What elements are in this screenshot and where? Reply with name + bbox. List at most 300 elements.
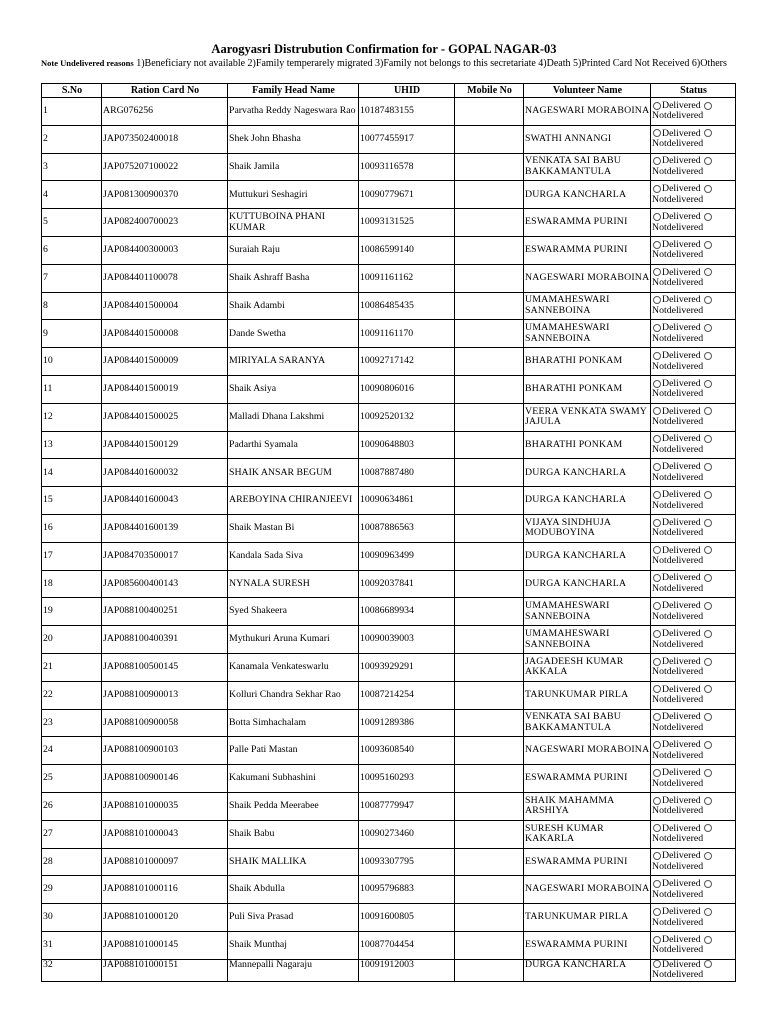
cell-volunteer: DURGA KANCHARLA [524, 487, 651, 515]
cell-ration-card: JAP088100900013 [102, 681, 228, 709]
table-row [42, 320, 736, 348]
delivered-radio[interactable] [653, 463, 661, 471]
not-delivered-label: Notdelivered [652, 721, 704, 733]
cell-uhid: 10091289386 [359, 709, 455, 737]
cell-status [651, 737, 736, 765]
cell-family-head: Botta Simhachalam [228, 709, 359, 737]
delivered-label: Delivered [662, 850, 701, 862]
cell-sno: 5 [42, 209, 102, 237]
table-row [42, 153, 736, 181]
cell-mobile [455, 98, 524, 126]
cell-sno: 11 [42, 375, 102, 403]
distribution-table [41, 83, 736, 982]
cell-volunteer: TARUNKUMAR PIRLA [524, 681, 651, 709]
delivered-radio[interactable] [653, 157, 661, 165]
cell-mobile [455, 153, 524, 181]
cell-uhid: 10093116578 [359, 153, 455, 181]
delivered-label: Delivered [662, 238, 701, 250]
not-delivered-radio[interactable] [704, 268, 712, 276]
cell-family-head: Mannepalli Nagaraju [228, 959, 359, 981]
not-delivered-radio[interactable] [704, 407, 712, 415]
table-row [42, 570, 736, 598]
delivered-label: Delivered [662, 377, 701, 389]
delivered-radio[interactable] [653, 102, 661, 110]
header-volunteer: Volunteer Name [524, 84, 651, 98]
cell-status [651, 542, 736, 570]
cell-family-head: Shaik Pedda Meerabee [228, 792, 359, 820]
delivered-radio[interactable] [653, 407, 661, 415]
table-row [42, 125, 736, 153]
delivered-label: Delivered [662, 433, 701, 445]
cell-family-head: Shaik Asiya [228, 375, 359, 403]
cell-ration-card: JAP088101000097 [102, 848, 228, 876]
cell-volunteer: BHARATHI PONKAM [524, 431, 651, 459]
delivered-radio[interactable] [653, 435, 661, 443]
cell-uhid: 10093929291 [359, 653, 455, 681]
cell-ration-card: JAP073502400018 [102, 125, 228, 153]
not-delivered-radio[interactable] [704, 936, 712, 944]
cell-uhid: 10093131525 [359, 209, 455, 237]
delivered-radio[interactable] [653, 852, 661, 860]
cell-sno: 2 [42, 125, 102, 153]
delivered-radio[interactable] [653, 602, 661, 610]
delivered-radio[interactable] [653, 268, 661, 276]
not-delivered-label: Notdelivered [652, 110, 704, 122]
delivered-label: Delivered [662, 294, 701, 306]
table-row [42, 931, 736, 959]
cell-volunteer: VENKATA SAI BABU BAKKAMANTULA [524, 709, 651, 737]
cell-sno: 3 [42, 153, 102, 181]
cell-uhid: 10091161162 [359, 264, 455, 292]
cell-family-head: Palle Pati Mastan [228, 737, 359, 765]
cell-uhid: 10087886563 [359, 514, 455, 542]
cell-mobile [455, 904, 524, 932]
delivered-label: Delivered [662, 794, 701, 806]
cell-ration-card: JAP084400300003 [102, 236, 228, 264]
cell-volunteer: ESWARAMMA PURINI [524, 931, 651, 959]
not-delivered-radio[interactable] [704, 157, 712, 165]
cell-uhid: 10090648803 [359, 431, 455, 459]
table-row [42, 681, 736, 709]
not-delivered-radio[interactable] [704, 491, 712, 499]
cell-mobile [455, 348, 524, 376]
cell-volunteer: VENKATA SAI BABU BAKKAMANTULA [524, 153, 651, 181]
cell-status [651, 320, 736, 348]
not-delivered-radio[interactable] [704, 630, 712, 638]
not-delivered-label: Notdelivered [652, 332, 704, 344]
delivered-label: Delivered [662, 127, 701, 139]
not-delivered-label: Notdelivered [652, 138, 704, 150]
cell-mobile [455, 320, 524, 348]
not-delivered-radio[interactable] [704, 769, 712, 777]
not-delivered-radio[interactable] [704, 741, 712, 749]
cell-volunteer: NAGESWARI MORABOINA [524, 264, 651, 292]
cell-family-head: Kanamala Venkateswarlu [228, 653, 359, 681]
delivered-radio[interactable] [653, 630, 661, 638]
cell-uhid: 10090634861 [359, 487, 455, 515]
delivered-radio[interactable] [653, 936, 661, 944]
cell-family-head: Dande Swetha [228, 320, 359, 348]
cell-family-head: Shaik Munthaj [228, 931, 359, 959]
cell-ration-card: JAP084401500019 [102, 375, 228, 403]
cell-family-head: KUTTUBOINA PHANI KUMAR [228, 209, 359, 237]
cell-volunteer: DURGA KANCHARLA [524, 542, 651, 570]
cell-family-head: Shaik Adambi [228, 292, 359, 320]
cell-mobile [455, 709, 524, 737]
delivered-label: Delivered [662, 628, 701, 640]
cell-uhid: 10095160293 [359, 765, 455, 793]
not-delivered-radio[interactable] [704, 908, 712, 916]
cell-family-head: NYNALA SURESH [228, 570, 359, 598]
table-header-row [42, 84, 736, 98]
table-row [42, 459, 736, 487]
table-row [42, 904, 736, 932]
cell-family-head: Muttukuri Seshagiri [228, 181, 359, 209]
not-delivered-label: Notdelivered [652, 249, 704, 261]
cell-family-head: SHAIK ANSAR BEGUM [228, 459, 359, 487]
cell-ration-card: JAP084401500008 [102, 320, 228, 348]
cell-sno: 15 [42, 487, 102, 515]
cell-mobile [455, 820, 524, 848]
not-delivered-radio[interactable] [704, 519, 712, 527]
delivered-radio[interactable] [653, 491, 661, 499]
cell-family-head: Parvatha Reddy Nageswara Rao [228, 98, 359, 126]
delivered-radio[interactable] [653, 960, 661, 968]
not-delivered-label: Notdelivered [652, 916, 704, 928]
not-delivered-label: Notdelivered [652, 388, 704, 400]
cell-uhid: 10092037841 [359, 570, 455, 598]
cell-family-head: Shaik Ashraff Basha [228, 264, 359, 292]
table-row [42, 348, 736, 376]
not-delivered-label: Notdelivered [652, 969, 704, 981]
delivered-radio[interactable] [653, 574, 661, 582]
cell-ration-card: JAP088100400251 [102, 598, 228, 626]
cell-family-head: Suraiah Raju [228, 236, 359, 264]
cell-status [651, 931, 736, 959]
table-row [42, 765, 736, 793]
cell-volunteer: SURESH KUMAR KAKARLA [524, 820, 651, 848]
cell-mobile [455, 459, 524, 487]
table-row [42, 709, 736, 737]
not-delivered-radio[interactable] [704, 658, 712, 666]
delivered-label: Delivered [662, 683, 701, 695]
cell-ration-card: JAP085600400143 [102, 570, 228, 598]
cell-status [651, 209, 736, 237]
delivered-radio[interactable] [653, 797, 661, 805]
cell-sno: 19 [42, 598, 102, 626]
cell-status [651, 487, 736, 515]
not-delivered-label: Notdelivered [652, 527, 704, 539]
not-delivered-label: Notdelivered [652, 749, 704, 761]
cell-status [651, 848, 736, 876]
cell-sno: 21 [42, 653, 102, 681]
cell-sno: 17 [42, 542, 102, 570]
cell-status [651, 681, 736, 709]
delivered-radio[interactable] [653, 908, 661, 916]
cell-sno: 7 [42, 264, 102, 292]
cell-volunteer: NAGESWARI MORABOINA [524, 98, 651, 126]
cell-mobile [455, 598, 524, 626]
not-delivered-label: Notdelivered [652, 638, 704, 650]
not-delivered-label: Notdelivered [652, 471, 704, 483]
cell-family-head: Puli Siva Prasad [228, 904, 359, 932]
not-delivered-radio[interactable] [704, 463, 712, 471]
not-delivered-radio[interactable] [704, 546, 712, 554]
cell-volunteer: NAGESWARI MORABOINA [524, 737, 651, 765]
cell-ration-card: JAP088101000145 [102, 931, 228, 959]
not-delivered-radio[interactable] [704, 685, 712, 693]
cell-mobile [455, 959, 524, 981]
table-row [42, 542, 736, 570]
cell-sno: 18 [42, 570, 102, 598]
table-row [42, 514, 736, 542]
cell-mobile [455, 931, 524, 959]
delivered-label: Delivered [662, 155, 701, 167]
not-delivered-radio[interactable] [704, 296, 712, 304]
delivered-radio[interactable] [653, 185, 661, 193]
not-delivered-radio[interactable] [704, 213, 712, 221]
delivered-label: Delivered [662, 516, 701, 528]
cell-sno: 24 [42, 737, 102, 765]
not-delivered-label: Notdelivered [652, 416, 704, 428]
cell-sno: 6 [42, 236, 102, 264]
delivered-radio[interactable] [653, 741, 661, 749]
cell-uhid: 10087704454 [359, 931, 455, 959]
header-family-head: Family Head Name [228, 84, 359, 98]
not-delivered-radio[interactable] [704, 713, 712, 721]
cell-ration-card: JAP082400700023 [102, 209, 228, 237]
cell-uhid: 10090963499 [359, 542, 455, 570]
cell-family-head: MIRIYALA SARANYA [228, 348, 359, 376]
delivered-label: Delivered [662, 211, 701, 223]
cell-status [651, 709, 736, 737]
delivered-label: Delivered [662, 822, 701, 834]
not-delivered-label: Notdelivered [652, 277, 704, 289]
delivered-radio[interactable] [653, 713, 661, 721]
cell-sno: 13 [42, 431, 102, 459]
cell-mobile [455, 848, 524, 876]
cell-family-head: Malladi Dhana Lakshmi [228, 403, 359, 431]
not-delivered-label: Notdelivered [652, 805, 704, 817]
cell-status [651, 959, 736, 981]
delivered-radio[interactable] [653, 546, 661, 554]
table-row [42, 653, 736, 681]
cell-mobile [455, 487, 524, 515]
cell-status [651, 626, 736, 654]
cell-uhid: 10091912003 [359, 959, 455, 981]
cell-volunteer: ESWARAMMA PURINI [524, 209, 651, 237]
cell-ration-card: JAP084401600032 [102, 459, 228, 487]
delivered-label: Delivered [662, 183, 701, 195]
delivered-label: Delivered [662, 878, 701, 890]
cell-ration-card: JAP084401500025 [102, 403, 228, 431]
note-text: 1)Beneficiary not available 2)Family temperarely migrated 3)Family not belongs to this secretariate 4)Death 5)Printed Card Not Received 6)Others [133, 58, 727, 69]
cell-mobile [455, 236, 524, 264]
cell-sno: 27 [42, 820, 102, 848]
cell-sno: 32 [42, 959, 102, 981]
cell-uhid: 10086485435 [359, 292, 455, 320]
table-row [42, 820, 736, 848]
cell-mobile [455, 681, 524, 709]
not-delivered-label: Notdelivered [652, 777, 704, 789]
cell-sno: 14 [42, 459, 102, 487]
delivered-label: Delivered [662, 544, 701, 556]
cell-mobile [455, 626, 524, 654]
cell-family-head: SHAIK MALLIKA [228, 848, 359, 876]
delivered-label: Delivered [662, 600, 701, 612]
cell-family-head: AREBOYINA CHIRANJEEVI [228, 487, 359, 515]
delivered-radio[interactable] [653, 324, 661, 332]
not-delivered-label: Notdelivered [652, 610, 704, 622]
cell-uhid: 10093307795 [359, 848, 455, 876]
not-delivered-radio[interactable] [704, 129, 712, 137]
delivered-label: Delivered [662, 322, 701, 334]
not-delivered-radio[interactable] [704, 324, 712, 332]
delivered-label: Delivered [662, 906, 701, 917]
cell-volunteer: ESWARAMMA PURINI [524, 765, 651, 793]
cell-status [651, 403, 736, 431]
cell-status [651, 236, 736, 264]
cell-ration-card: JAP088100900103 [102, 737, 228, 765]
cell-mobile [455, 125, 524, 153]
delivered-label: Delivered [662, 405, 701, 417]
header-mobile: Mobile No [455, 84, 524, 98]
table-row [42, 264, 736, 292]
table-row [42, 848, 736, 876]
cell-sno: 28 [42, 848, 102, 876]
cell-status [651, 514, 736, 542]
delivered-radio[interactable] [653, 380, 661, 388]
cell-mobile [455, 542, 524, 570]
cell-status [651, 820, 736, 848]
not-delivered-radio[interactable] [704, 960, 712, 968]
cell-status [651, 348, 736, 376]
cell-sno: 20 [42, 626, 102, 654]
cell-sno: 9 [42, 320, 102, 348]
cell-uhid: 10095796883 [359, 876, 455, 904]
cell-uhid: 10090039003 [359, 626, 455, 654]
not-delivered-label: Notdelivered [652, 499, 704, 511]
document-title: Aarogyasri Distrubution Confirmation for - GOPAL NAGAR-03 [211, 42, 557, 56]
cell-family-head: Mythukuri Aruna Kumari [228, 626, 359, 654]
table-row [42, 792, 736, 820]
cell-mobile [455, 264, 524, 292]
cell-status [651, 153, 736, 181]
cell-ration-card: JAP088100900058 [102, 709, 228, 737]
cell-status [651, 904, 736, 932]
cell-volunteer: DURGA KANCHARLA [524, 959, 651, 981]
not-delivered-label: Notdelivered [652, 443, 704, 455]
delivered-radio[interactable] [653, 213, 661, 221]
delivered-radio[interactable] [653, 769, 661, 777]
delivered-radio[interactable] [653, 296, 661, 304]
not-delivered-radio[interactable] [704, 797, 712, 805]
not-delivered-radio[interactable] [704, 435, 712, 443]
cell-uhid: 10086599140 [359, 236, 455, 264]
delivered-radio[interactable] [653, 880, 661, 888]
not-delivered-radio[interactable] [704, 241, 712, 249]
cell-ration-card: JAP088101000151 [102, 959, 228, 981]
cell-ration-card: JAP088100900146 [102, 765, 228, 793]
delivered-label: Delivered [662, 266, 701, 278]
cell-family-head: Kakumani Subhashini [228, 765, 359, 793]
cell-volunteer: DURGA KANCHARLA [524, 181, 651, 209]
cell-mobile [455, 375, 524, 403]
cell-volunteer: UMAMAHESWARI SANNEBOINA [524, 626, 651, 654]
delivered-radio[interactable] [653, 658, 661, 666]
cell-volunteer: BHARATHI PONKAM [524, 348, 651, 376]
cell-family-head: Syed Shakeera [228, 598, 359, 626]
not-delivered-radio[interactable] [704, 380, 712, 388]
not-delivered-label: Notdelivered [652, 666, 704, 678]
cell-status [651, 598, 736, 626]
cell-volunteer: UMAMAHESWARI SANNEBOINA [524, 292, 651, 320]
header-sno: S.No [42, 84, 102, 98]
cell-ration-card: JAP084401600043 [102, 487, 228, 515]
delivered-label: Delivered [662, 99, 701, 111]
cell-family-head: Kandala Sada Siva [228, 542, 359, 570]
cell-family-head: Shaik Babu [228, 820, 359, 848]
cell-sno: 30 [42, 904, 102, 932]
delivered-radio[interactable] [653, 241, 661, 249]
cell-sno: 22 [42, 681, 102, 709]
cell-status [651, 98, 736, 126]
not-delivered-radio[interactable] [704, 852, 712, 860]
table-row [42, 959, 736, 981]
cell-sno: 31 [42, 931, 102, 959]
cell-uhid: 10090273460 [359, 820, 455, 848]
cell-sno: 8 [42, 292, 102, 320]
cell-status [651, 765, 736, 793]
not-delivered-label: Notdelivered [652, 944, 704, 956]
cell-sno: 10 [42, 348, 102, 376]
cell-uhid: 10077455917 [359, 125, 455, 153]
delivered-radio[interactable] [653, 519, 661, 527]
cell-mobile [455, 403, 524, 431]
cell-family-head: Shaik Abdulla [228, 876, 359, 904]
not-delivered-label: Notdelivered [652, 860, 704, 872]
cell-family-head: Padarthi Syamala [228, 431, 359, 459]
cell-volunteer: TARUNKUMAR PIRLA [524, 904, 651, 932]
delivered-radio[interactable] [653, 352, 661, 360]
cell-volunteer: NAGESWARI MORABOINA [524, 876, 651, 904]
cell-uhid: 10087887480 [359, 459, 455, 487]
delivered-label: Delivered [662, 572, 701, 584]
cell-ration-card: JAP088101000116 [102, 876, 228, 904]
table-row [42, 209, 736, 237]
cell-volunteer: SWATHI ANNANGI [524, 125, 651, 153]
not-delivered-radio[interactable] [704, 824, 712, 832]
not-delivered-label: Notdelivered [652, 221, 704, 233]
cell-status [651, 264, 736, 292]
table-row [42, 98, 736, 126]
note-undelivered-reasons [41, 57, 731, 70]
delivered-radio[interactable] [653, 685, 661, 693]
not-delivered-radio[interactable] [704, 880, 712, 888]
cell-volunteer: BHARATHI PONKAM [524, 375, 651, 403]
cell-family-head: Shek John Bhasha [228, 125, 359, 153]
not-delivered-radio[interactable] [704, 352, 712, 360]
not-delivered-radio[interactable] [704, 602, 712, 610]
cell-family-head: Shaik Mastan Bi [228, 514, 359, 542]
delivered-radio[interactable] [653, 129, 661, 137]
not-delivered-radio[interactable] [704, 102, 712, 110]
delivered-radio[interactable] [653, 824, 661, 832]
table-row [42, 403, 736, 431]
cell-mobile [455, 737, 524, 765]
not-delivered-radio[interactable] [704, 574, 712, 582]
not-delivered-radio[interactable] [704, 185, 712, 193]
